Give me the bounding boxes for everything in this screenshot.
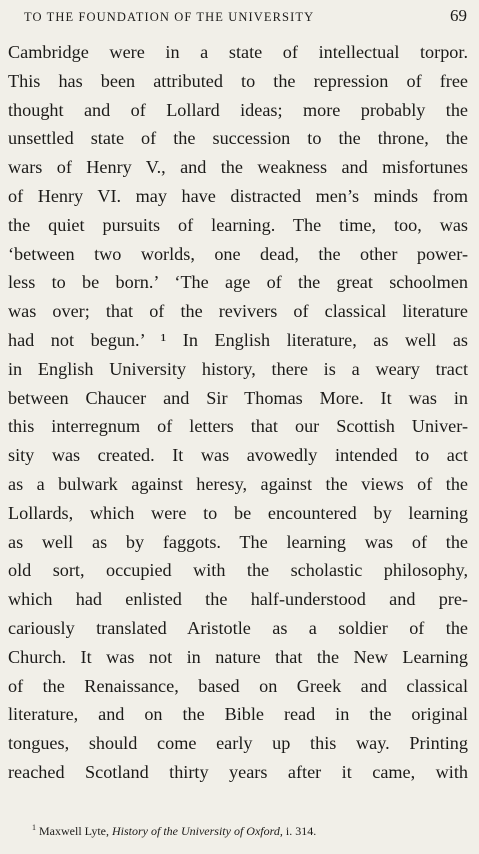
text-line: old sort, occupied with the scholastic philosophy, — [8, 560, 468, 581]
text-line: tongues, should come early up this way. Printing — [8, 733, 468, 754]
text-line: as well as by faggots. The learning was of the — [8, 531, 468, 552]
footnote-ref: i. 314. — [285, 824, 317, 838]
text-line: thought and of Lollard ideas; more probably the — [8, 99, 468, 120]
text-line: Lollards, which were to be encountered by learning — [8, 502, 468, 523]
footnote-author: Maxwell Lyte, — [39, 824, 109, 838]
text-line: which had enlisted the half-understood and pre- — [8, 589, 468, 610]
text-line: wars of Henry V., and the weakness and misfortunes — [8, 157, 468, 178]
running-head: TO THE FOUNDATION OF THE UNIVERSITY — [24, 10, 315, 24]
footnote-title: History of the University of Oxford, — [111, 824, 283, 838]
text-line: between Chaucer and Sir Thomas More. It was in — [8, 387, 468, 408]
text-line: in English University history, there is a weary tract — [8, 358, 468, 379]
footnote — [32, 823, 316, 839]
text-line: of Henry VI. may have distracted men’s minds from — [8, 185, 468, 206]
text-line: less to be born.’ ‘The age of the great schoolmen — [8, 272, 468, 293]
text-line: had not begun.’ ¹ In English literature, as well as — [8, 329, 468, 350]
text-line: Cambridge were in a state of intellectual torpor. — [8, 42, 468, 62]
text-line: ‘between two worlds, one dead, the other power- — [8, 243, 468, 264]
text-line: the quiet pursuits of learning. The time, too, was — [8, 214, 468, 235]
text-line: cariously translated Aristotle as a soldier of the — [8, 617, 468, 638]
text-line: this interregnum of letters that our Scottish Univer- — [8, 416, 468, 437]
text-line: as a bulwark against heresy, against the views of the — [8, 473, 468, 494]
footnote-marker: 1 — [32, 823, 36, 832]
text-line: reached Scotland thirty years after it came, with — [8, 761, 468, 782]
body-text — [8, 38, 468, 787]
page-header — [22, 6, 467, 32]
text-line: This has been attributed to the repression of free — [8, 70, 468, 91]
text-line: unsettled state of the succession to the throne, the — [8, 128, 468, 149]
text-line: of the Renaissance, based on Greek and classical — [8, 675, 468, 696]
text-line: sity was created. It was avowedly intended to act — [8, 445, 468, 466]
text-line: was over; that of the revivers of classical literature — [8, 301, 468, 322]
text-line: Church. It was not in nature that the New Learning — [8, 646, 468, 667]
page-number: 69 — [450, 6, 467, 25]
text-line: literature, and on the Bible read in the original — [8, 704, 468, 725]
